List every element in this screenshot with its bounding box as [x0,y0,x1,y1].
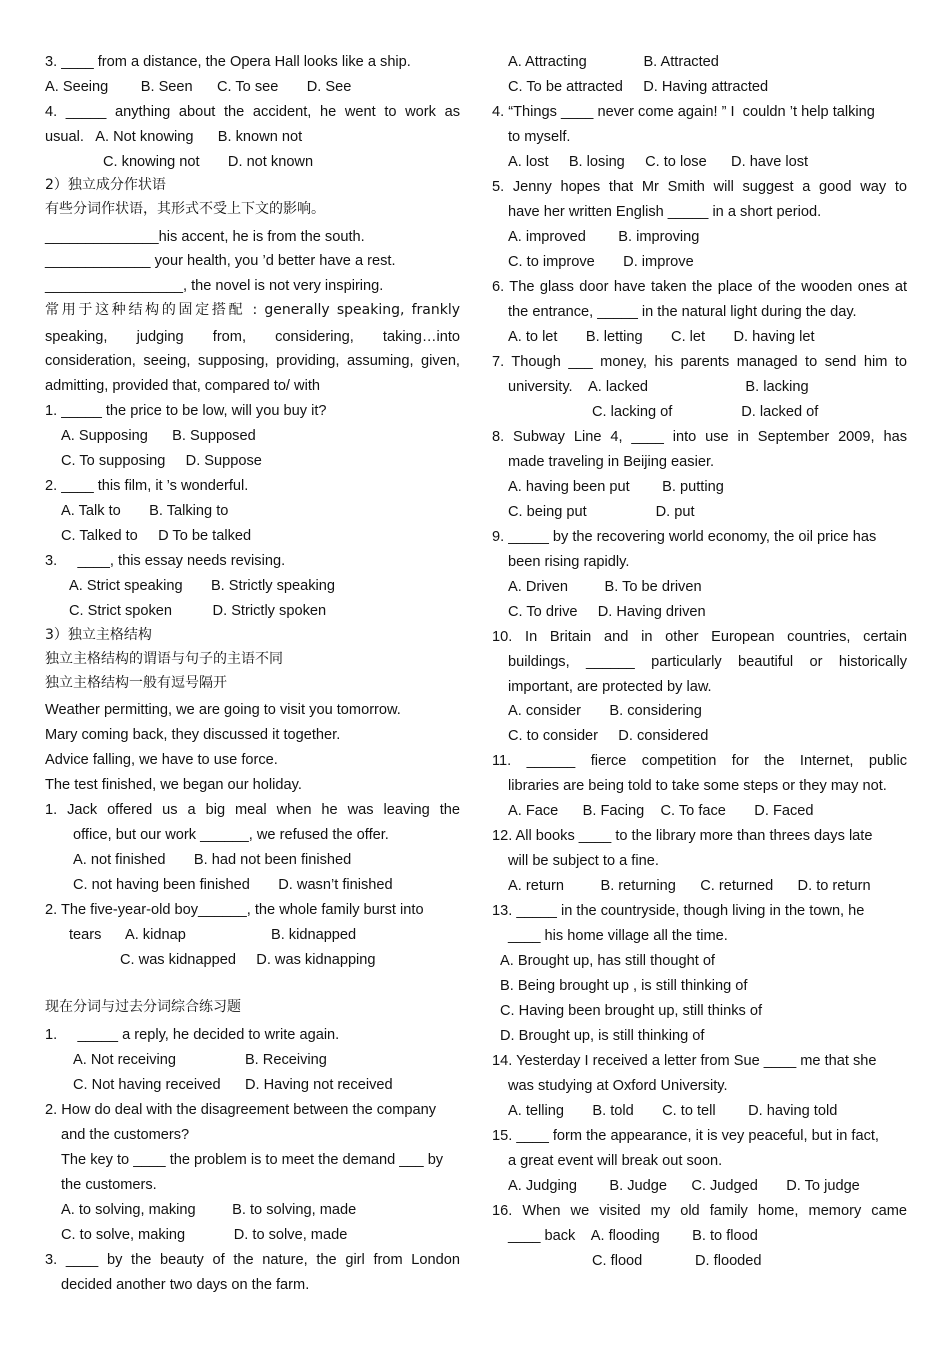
left-text-line: C. not having been finished D. wasn’t finished [73,877,393,893]
right-text-line: university. A. lacked B. lacking [508,379,809,395]
left-text-line: admitting, provided that, compared to/ with [45,378,320,394]
right-text-line: 15. ____ form the appearance, it is vey peaceful, but in fact, [492,1128,879,1144]
right-text-line: 6. The glass door have taken the place of the wooden ones at [492,279,907,295]
right-text-line: the entrance, _____ in the natural light during the day. [508,304,857,320]
right-text-line: A. Face B. Facing C. To face D. Faced [508,803,814,819]
left-text-line: 1. _____ the price to be low, will you buy it? [45,403,327,419]
left-text-line: 独立主格结构一般有逗号隔开 [45,675,227,691]
left-text-line: speaking, judging from, considering, taking…into [45,329,460,345]
right-text-line: A. Brought up, has still thought of [500,953,715,969]
right-text-line: buildings, ______ particularly beautiful or historically [508,654,907,670]
left-text-line: the customers. [61,1177,157,1193]
left-text-line: A. not finished B. had not been finished [73,852,352,868]
right-text-line: A. Attracting B. Attracted [508,54,719,70]
left-text-line: Weather permitting, we are going to visit you tomorrow. [45,702,401,718]
right-text-line: 8. Subway Line 4, ____ into use in September 2009, has [492,429,907,445]
left-text-line: A. Supposing B. Supposed [61,428,256,444]
left-text-line: A. Seeing B. Seen C. To see D. See [45,79,352,95]
left-text-line: tears A. kidnap B. kidnapped [69,927,357,943]
right-text-line: A. Judging B. Judge C. Judged D. To judge [508,1178,860,1194]
left-text-line: decided another two days on the farm. [61,1277,310,1293]
left-text-line: _____________ your health, you ’d better have a rest. [45,253,396,269]
right-text-line: A. telling B. told C. to tell D. having told [508,1103,838,1119]
left-text-line: 2）独立成分作状语 [45,177,166,193]
right-text-line: A. consider B. considering [508,703,702,719]
right-text-line: 16. When we visited my old family home, memory came [492,1203,907,1219]
right-text-line: B. Being brought up , is still thinking of [500,978,748,994]
left-text-line: 3）独立主格结构 [45,627,152,643]
left-text-line: 1. _____ a reply, he decided to write again. [45,1027,340,1043]
left-text-line: consideration, seeing, supposing, providing, assuming, given, [45,353,460,369]
left-text-line: The test finished, we began our holiday. [45,777,302,793]
right-text-line: C. to consider D. considered [508,728,709,744]
left-text-line: A. Not receiving B. Receiving [73,1052,327,1068]
right-text-line: made traveling in Beijing easier. [508,454,715,470]
left-text-line: _________________, the novel is not very inspiring. [45,278,384,294]
right-text-line: 10. In Britain and in other European countries, certain [492,629,907,645]
left-text-line: 3. ____, this essay needs revising. [45,553,286,569]
right-text-line: A. lost B. losing C. to lose D. have lost [508,154,809,170]
left-text-line: C. to solve, making D. to solve, made [61,1227,348,1243]
left-text-line: office, but our work ______, we refused the offer. [73,827,389,843]
left-text-line: C. To supposing D. Suppose [61,453,262,469]
left-text-line: 1. Jack offered us a big meal when he was leaving the [45,802,460,818]
right-text-line: A. improved B. improving [508,229,700,245]
left-text-line: C. Not having received D. Having not received [73,1077,393,1093]
left-text-line: The key to ____ the problem is to meet the demand ___ by [61,1152,444,1168]
right-text-line: ____ back A. flooding B. to flood [508,1228,758,1244]
right-text-line: C. To drive D. Having driven [508,604,706,620]
right-text-line: 9. _____ by the recovering world economy, the oil price has [492,529,877,545]
right-text-line: C. lacking of D. lacked of [592,404,819,420]
right-text-line: C. being put D. put [508,504,695,520]
left-text-line: C. Strict spoken D. Strictly spoken [69,603,327,619]
left-text-line: 常用于这种结构的固定搭配 : generally speaking, frankly [45,302,460,318]
left-text-line: Mary coming back, they discussed it together. [45,727,341,743]
right-text-line: 5. Jenny hopes that Mr Smith will suggest a good way to [492,179,907,195]
left-text-line: 有些分词作状语，其形式不受上下文的影响。 [45,201,325,217]
left-text-line: 现在分词与过去分词综合练习题 [45,999,241,1015]
left-text-line: A. Strict speaking B. Strictly speaking [69,578,336,594]
right-text-line: libraries are being told to take some steps or they may not. [508,778,887,794]
right-text-line: important, are protected by law. [508,679,712,695]
right-text-line: ____ his home village all the time. [508,928,728,944]
left-text-line: 4. _____ anything about the accident, he went to work as [45,104,460,120]
right-text-line: 14. Yesterday I received a letter from Sue ____ me that she [492,1053,877,1069]
right-text-line: been rising rapidly. [508,554,630,570]
left-text-line: 3. ____ from a distance, the Opera Hall looks like a ship. [45,54,411,70]
left-text-line: 3. ____ by the beauty of the nature, the girl from London [45,1252,460,1268]
right-text-line: have her written English _____ in a short period. [508,204,822,220]
right-text-line: 12. All books ____ to the library more than threes days late [492,828,873,844]
right-text-line: A. Driven B. To be driven [508,579,702,595]
right-text-line: A. return B. returning C. returned D. to return [508,878,871,894]
right-text-line: to myself. [508,129,571,145]
right-text-line: will be subject to a fine. [508,853,659,869]
right-text-line: 11. ______ fierce competition for the Internet, public [492,753,907,769]
left-text-line: C. Talked to D To be talked [61,528,252,544]
left-text-line: 2. ____ this film, it ’s wonderful. [45,478,249,494]
right-text-line: 7. Though ___ money, his parents managed to send him to [492,354,907,370]
left-text-line: C. was kidnapped D. was kidnapping [120,952,376,968]
right-text-line: a great event will break out soon. [508,1153,723,1169]
left-text-line: A. Talk to B. Talking to [61,503,229,519]
right-text-line: was studying at Oxford University. [508,1078,728,1094]
right-text-line: C. flood D. flooded [592,1253,762,1269]
left-text-line: A. to solving, making B. to solving, made [61,1202,357,1218]
right-text-line: 4. “Things ____ never come again! ” I couldn ’t help talking [492,104,875,120]
right-text-line: D. Brought up, is still thinking of [500,1028,705,1044]
left-text-line: Advice falling, we have to use force. [45,752,278,768]
right-text-line: C. Having been brought up, still thinks of [500,1003,763,1019]
left-text-line: 2. How do deal with the disagreement between the company [45,1102,437,1118]
left-text-line: ______________his accent, he is from the south. [45,229,365,245]
left-text-line: 独立主格结构的谓语与句子的主语不同 [45,651,283,667]
right-text-line: 13. _____ in the countryside, though living in the town, he [492,903,865,919]
right-text-line: A. to let B. letting C. let D. having let [508,329,815,345]
right-text-line: C. To be attracted D. Having attracted [508,79,769,95]
left-text-line: C. knowing not D. not known [103,154,314,170]
left-text-line: and the customers? [61,1127,190,1143]
left-text-line: usual. A. Not knowing B. known not [45,129,303,145]
left-text-line: 2. The five-year-old boy______, the whole family burst into [45,902,424,918]
right-text-line: C. to improve D. improve [508,254,694,270]
right-text-line: A. having been put B. putting [508,479,724,495]
